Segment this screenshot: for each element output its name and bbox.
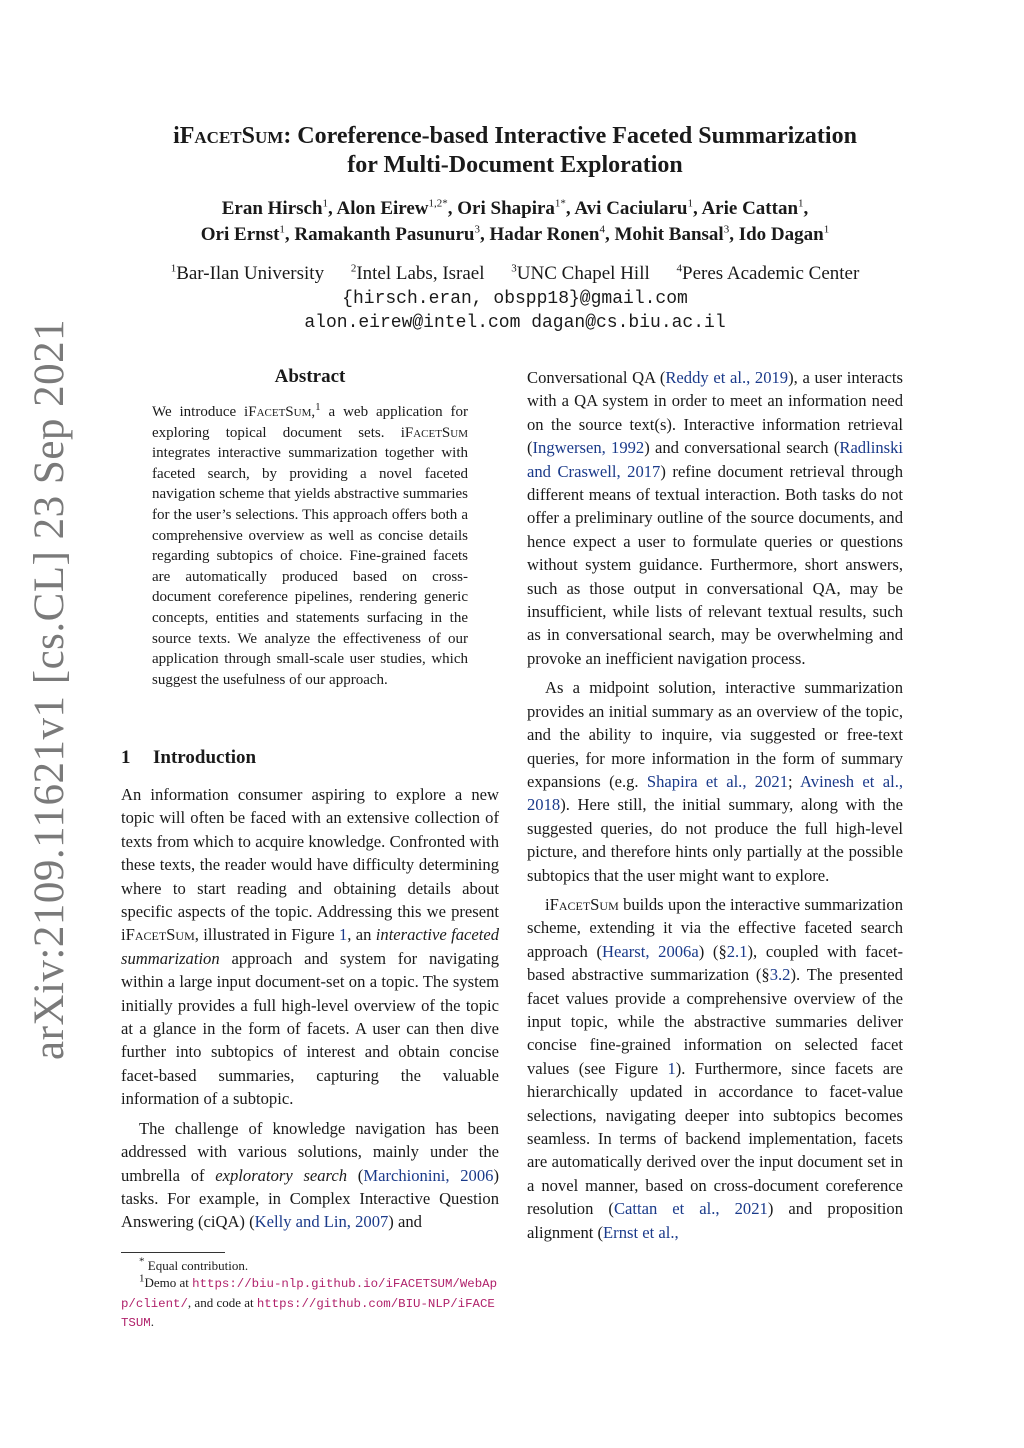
author: Hadar Ronen — [489, 224, 600, 245]
citation-link[interactable]: Radlinski and Craswell, 2017 — [527, 438, 903, 481]
system-name: FacetSum — [404, 424, 468, 441]
paragraph-text: , illustrated in Figure — [194, 925, 339, 945]
citation-link[interactable]: Shapira et al., 2021 — [646, 771, 788, 791]
footnotes — [121, 1252, 499, 1333]
right-paragraph-1 — [527, 366, 903, 670]
title-line2: for Multi-Document Exploration — [347, 152, 683, 178]
author: Ori Shapira — [457, 198, 555, 219]
email-line-2: alon.eirew@intel.com dagan@cs.biu.ac.il — [304, 313, 726, 333]
author-sup: 1 — [279, 223, 285, 236]
abstract-text: integrates interactive summarization together with faceted search, by providing a novel faceted navigation scheme that yields abstractive summaries for the user’s selections. This approach offers both a comprehensive overview as well as concise details regarding subtopics of choice. Fine-grained facets are automatically produced based on cross-document coreference pipelines, rendering generic concepts, entities and statements surfacing in the source texts. We analyze the effectiveness of our application through small-scale user studies, which suggest the usefulness of our approach. — [152, 445, 468, 688]
footnote-text: Equal contribution. — [144, 1258, 249, 1273]
citation-link[interactable]: Kelly and Lin, 2007 — [254, 1212, 389, 1232]
author-sup: 4 — [599, 223, 605, 236]
author-sup: 1* — [554, 197, 566, 210]
paragraph-text: As a midpoint solution, interactive summarization provides an initial summary as an overview of the topic, and the ability to inquire, via suggested or free-text queries, for more information in the form of summary expansions (e.g. — [527, 678, 903, 791]
paragraph-text: ) and conversational search ( — [644, 438, 840, 458]
section-link[interactable]: 3.2 — [769, 965, 791, 985]
author-sup: 1 — [823, 223, 830, 236]
section-title: Introduction — [153, 747, 257, 768]
citation-link[interactable]: Avinesh et al., 2018 — [527, 771, 904, 815]
author: Ramakanth Pasunuru — [294, 224, 475, 245]
author: Ido Dagan — [738, 224, 824, 245]
affiliation — [511, 263, 650, 284]
intro-paragraph-2 — [121, 1117, 499, 1234]
affiliation — [171, 263, 324, 284]
right-column — [527, 366, 903, 1244]
author-sup: 1 — [322, 197, 329, 210]
paragraph-text: An information consumer aspiring to explore a new topic will often be faced with an extensive collection of texts from which to acquire knowledge. Confronted with these texts, the reader would have difficulty determining where to start reading and obtaining details about specific aspects of the topic. Addressing this we present i — [121, 785, 499, 945]
right-paragraph-2 — [527, 676, 903, 887]
footnote-text: . — [150, 1314, 154, 1330]
section-heading-introduction — [121, 747, 499, 769]
paragraph-text: ), coupled with facet-based abstractive summarization (§ — [527, 941, 903, 985]
affiliations — [110, 262, 920, 286]
author: Mohit Bansal — [614, 224, 724, 245]
author-emails — [110, 287, 920, 335]
affiliation — [677, 263, 860, 284]
paragraph-text: ; — [788, 771, 801, 791]
paragraph-text: ) and proposition alignment ( — [527, 1199, 903, 1242]
arxiv-identifier: arXiv:2109.11621v1 [cs.CL] 23 Sep 2021 — [26, 318, 73, 1060]
section-number: 1 — [121, 747, 131, 768]
system-name: FacetSum — [125, 925, 195, 945]
paragraph-text: ) and — [388, 1212, 422, 1232]
citation-link[interactable]: Marchionini, 2006 — [363, 1165, 494, 1185]
author: Ori Ernst — [200, 224, 280, 245]
affiliation — [351, 263, 485, 284]
author: Alon Eirew — [336, 198, 429, 219]
email-line-1: {hirsch.eran, obspp18}@gmail.com — [342, 289, 688, 309]
affiliation-sup: 2 — [350, 262, 357, 275]
footnote-marker: 1 — [315, 401, 321, 413]
affiliation-name: UNC Chapel Hill — [516, 263, 650, 284]
footnote-equal-contribution — [121, 1257, 499, 1274]
affiliation-name: Bar-Ilan University — [176, 263, 325, 284]
system-name-prefix: i — [545, 894, 550, 914]
figure-link[interactable]: 1 — [338, 925, 348, 945]
citation-link[interactable]: Cattan et al., 2021 — [613, 1199, 768, 1219]
system-name: FacetSum — [549, 894, 619, 914]
paragraph-text: ), a user interacts with a QA system in order to meet an information need on the source text(s). Interactive information retrieval ( — [527, 368, 903, 458]
author-sup: 3 — [723, 223, 730, 236]
author-sup: 1,2* — [428, 197, 448, 210]
affiliation-sup: 1 — [170, 262, 177, 275]
author-sup: 1 — [687, 197, 693, 210]
affiliation-name: Intel Labs, Israel — [356, 263, 485, 284]
author-sup: 3 — [474, 223, 480, 236]
footnote-marker: * — [139, 1255, 145, 1268]
figure-link[interactable]: 1 — [667, 1058, 676, 1078]
paragraph-text: ) (§ — [698, 941, 727, 961]
code-url-link[interactable]: https://github.com/BIU-NLP/iFACETSUM — [121, 1296, 495, 1331]
title-name-sc: FacetSum — [179, 123, 284, 149]
emphasis-text: interactive faceted summarization — [121, 925, 500, 968]
author-sup: 1 — [798, 197, 804, 210]
paragraph-text: ). Here still, the initial summary, along with the suggested queries, do not produce the full high-level picture, and therefore hints only partially at the possible subtopics that the user might want to explore. — [527, 795, 903, 885]
footnote-text: Demo at — [144, 1275, 193, 1291]
abstract-body: We introduce iFacetSum,$^1$ a web application for exploring topical document sets. iFacetSum integrates interactive summarization together with faceted search, by providing a novel faceted navigation scheme that yields abstractive summaries for the user’s selections. This approach offers both a comprehensive overview as well as concise details regarding subtopics of choice. Fine-grained facets are automatically produced based on cross-document coreference pipelines, rendering generic concepts, entities and statements surfacing in the source texts. We analyze the effectiveness of our application through small-scale user studies, which suggest the usefulness of our approach. — [152, 401, 468, 688]
paragraph-text: The challenge of knowledge navigation has been addressed with various solutions, mainly under the umbrella of — [121, 1118, 499, 1185]
paragraph-text: ) tasks. For example, in Complex Interactive Question Answering (ciQA) ( — [121, 1165, 499, 1232]
paragraph-text: ( — [347, 1165, 364, 1185]
affiliation-name: Peres Academic Center — [682, 263, 860, 284]
author-list: Eran Hirsch$^1$, Alon Eirew$^{1,2*}$, Ori Shapira$^{1*}$, Avi Caciularu$^1$, Arie Cattan$^1$, Ori Ernst$^1$, Ramakanth Pasunuru$^3$, Hadar Ronen$^4$, Mohit Bansal$^3$, Ido Dagan$^1$ — [200, 197, 830, 245]
arxiv-stamp-container — [10, 318, 90, 1060]
paragraph-text: ). Furthermore, since facets are hierarchically updated in accordance to facet-value selections, navigating deeper into subtopics becomes seamless. In terms of backend implementation, facets are automatically derived over the input document set in a novel manner, based on cross-document coreference resolution ( — [527, 1058, 903, 1219]
abstract-heading: Abstract — [274, 366, 346, 387]
abstract-text: We introduce i — [152, 404, 249, 420]
abstract-text: a web application for exploring topical document sets. i — [152, 404, 468, 441]
footnote-rule — [121, 1252, 225, 1253]
left-column — [121, 747, 499, 1234]
affiliation-sup: 4 — [676, 262, 683, 275]
intro-paragraph-1 — [121, 783, 499, 1111]
paragraph-text: ). The presented facet values provide a comprehensive overview of the input topic, while the abstractive summaries deliver concise fine-grained information on selected facet values (see Figure — [527, 965, 903, 1078]
citation-link[interactable]: Reddy et al., 2019 — [665, 368, 789, 387]
paragraph-text: , an — [347, 925, 376, 945]
author: Avi Caciularu — [574, 198, 688, 219]
paragraph-text: approach and system for navigating within a large input document-set on a topic. The system initially provides a full high-level overview of the topic at a glance in the form of facets. A user can then dive further into subtopics of interest and obtain concise facet-based summaries, capturing the valuable information of a subtopic. — [121, 948, 499, 1109]
affiliation-sup: 3 — [511, 262, 517, 275]
citation-link[interactable]: Hearst, 2006a — [602, 941, 699, 961]
author: Eran Hirsch — [221, 198, 323, 219]
system-name: FacetSum — [248, 404, 312, 420]
title-name-i: i — [173, 123, 180, 149]
footnote-demo — [121, 1274, 499, 1332]
author: Arie Cattan — [701, 198, 799, 219]
footnote-marker: 1 — [139, 1273, 145, 1286]
right-paragraph-3 — [527, 893, 903, 1244]
emphasis-text: exploratory search — [215, 1165, 348, 1185]
paragraph-text: builds upon the interactive summarization scheme, extending it via the effective faceted search approach ( — [527, 894, 903, 961]
paper-title — [120, 122, 910, 180]
paragraph-text: ) refine document retrieval through different means of textual interaction. Both tasks do not offer a preliminary outline of the source documents, and hence expect a user to formulate queries or questions without system guidance. Furthermore, short answers, such as those output in conversational QA, may be insufficient, while lists of relevant textual results, such as in conversational search, may be overwhelming and provoke an inefficient navigation process. — [527, 461, 904, 668]
demo-url-link[interactable]: https://biu-nlp.github.io/iFACETSUM/WebApp/client/ — [121, 1277, 498, 1311]
citation-link[interactable]: Ernst et al., — [603, 1222, 679, 1242]
footnote-text: , and code at — [187, 1294, 257, 1310]
paragraph-text: Conversational QA ( — [527, 368, 666, 387]
citation-link[interactable]: Ingwersen, 1992 — [532, 438, 645, 458]
section-link[interactable]: 2.1 — [726, 941, 748, 961]
title-line1: : Coreference-based Interactive Faceted Summarization — [283, 123, 857, 149]
